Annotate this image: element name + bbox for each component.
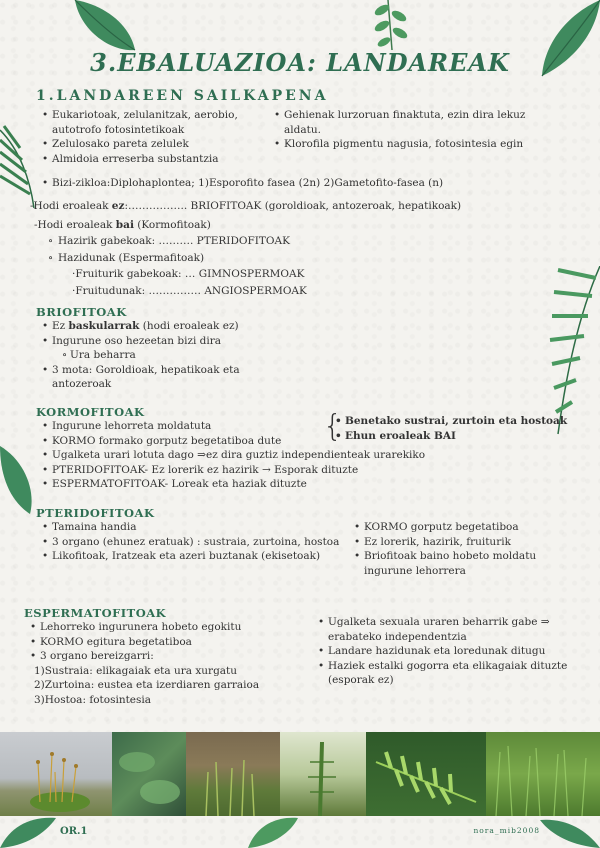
list-item: ∘ Hazirik gabekoak: ………. PTERIDOFITOAK [26,233,546,250]
fern-right-icon [548,266,600,436]
list-item: 3)Hostoa: fotosintesia [34,693,152,706]
section-heading-pteridofitoak: PTERIDOFITOAK [36,506,155,520]
leaf-bottom-left-icon [0,812,56,848]
list-item: • Almidoia erreserba substantzia [40,152,268,167]
list-item: • Gehienak lurzoruan finaktuta, ezin dira lekuz aldatu. [272,108,542,137]
list-item: • Bizi-zikloa:Diplohaplontea; 1)Esporofito fasea (2n) 2)Gametofito-fasea (n) [40,176,560,191]
grass-photo [486,732,600,816]
list-item: • Ehun eroaleak BAI [333,429,593,444]
list-item: • Klorofila pigmentu nagusia, fotosintesia egin [272,137,542,152]
section-heading-espermatofitoak: ESPERMATOFITOAK [24,606,167,620]
pteridofitoak-left-list [40,520,340,564]
list-item: • 3 organo (ehunez eratuak) : sustraia, zurtoina, hostoa [40,535,340,550]
list-item: • Likofitoak, Iratzeak eta azeri buztanak (ekisetoak) [40,549,340,564]
list-item: ·Fruiturik gabekoak: … GIMNOSPERMOAK [72,268,305,280]
list-item: • PTERIDOFITOAK- Ez lorerik ez hazirik → Esporak dituzte [40,463,560,478]
footer-credit: nora_mib2008 [473,826,540,835]
list-item: • Ingurune oso hezeetan bizi dira [40,334,290,349]
section1-full-list [40,176,560,191]
fern-photo [366,732,486,816]
list-item: • Landare hazidunak eta loredunak ditugu [316,644,588,659]
leaf-left-mid-icon [0,446,36,516]
fern-left-icon [0,120,36,210]
list-item: • Eukariotoak, zelulanitzak, aerobio, autotrofo fotosintetikoak [40,108,268,137]
pteridofitoak-right-list [352,520,582,578]
classification-sublist [26,233,546,299]
section1-right-list [272,108,542,152]
list-item: • Ugalketa sexuala uraren beharrik gabe ⇒ erabateko independentzia [316,615,588,644]
list-item: ∘ Hazidunak (Espermafitoak) [26,250,546,267]
list-item: • KORMO gorputz begetatiboa [352,520,582,535]
section-heading-classification: 1.LANDAREEN SAILKAPENA [36,88,329,104]
section-heading-kormofitoak: KORMOFITOAK [36,405,145,419]
list-item: • 3 mota: Goroldioak, hepatikoak eta antozeroak [40,363,290,392]
footer-label: OR.1 [60,826,88,837]
hornwort-photo [186,732,280,816]
liverwort-photo [112,732,186,816]
list-item: • Ez lorerik, hazirik, fruiturik [352,535,582,550]
horsetail-photo [280,732,366,816]
briofitoak-list [40,319,290,392]
list-item: • Ingurune lehorreta moldatuta [40,419,560,434]
plant-photo-strip [0,732,600,816]
classification-line-2: -Hodi eroaleak bai (Kormofitoak) [34,219,211,231]
list-item: • Benetako sustrai, zurtoin eta hostoak [333,414,593,429]
list-item: ∘ Ura beharra [40,348,290,363]
list-item: • Zelulosako pareta zelulek [40,137,268,152]
brace-icon: { [323,409,343,444]
leaf-top-center-icon [368,0,414,52]
list-item: 2)Zurtoina: eustea eta izerdiaren garraioa [34,679,260,692]
kormofitoak-brace-list [333,414,593,443]
leaf-bottom-right-icon [540,814,600,848]
moss-photo [0,732,112,816]
page-title: 3.EBALUAZIOA: LANDAREAK [90,48,510,77]
list-item: 1)Sustraia: elikagaiak eta ura xurgatu [34,664,238,677]
section1-left-list [40,108,268,166]
espermatofitoak-right-list [316,615,588,688]
list-item: • Tamaina handia [40,520,340,535]
classification-line-1: -Hodi eroaleak ez:…………….. BRIOFITOAK (goroldioak, antozeroak, hepatikoak) [30,200,462,212]
list-item: • ESPERMATOFITOAK- Loreak eta haziak dituzte [40,477,560,492]
list-item: • KORMO formako gorputz begetatiboa dute [40,434,560,449]
list-item: ·Fruitudunak: …………… ANGIOSPERMOAK [72,284,307,297]
list-item: • Briofitoak baino hobeto moldatu ingurune lehorrera [352,549,582,578]
espermatofitoak-left-list [28,620,318,708]
list-item: • Ez baskularrak (hodi eroaleak ez) [40,319,290,334]
list-item: • Ugalketa urari lotuta dago ⇒ez dira guztiz independienteak urarekiko [40,448,560,463]
list-item: • 3 organo bereizgarri: [28,649,318,664]
list-item: • Haziek estalki gogorra eta elikagaiak dituzte (esporak ez) [316,659,588,688]
list-item: • KORMO egitura begetatiboa [28,635,318,650]
list-item: • Lehorreko ingurunera hobeto egokitu [28,620,318,635]
section-heading-briofitoak: BRIOFITOAK [36,305,127,319]
leaf-bottom-center-icon [248,814,298,848]
